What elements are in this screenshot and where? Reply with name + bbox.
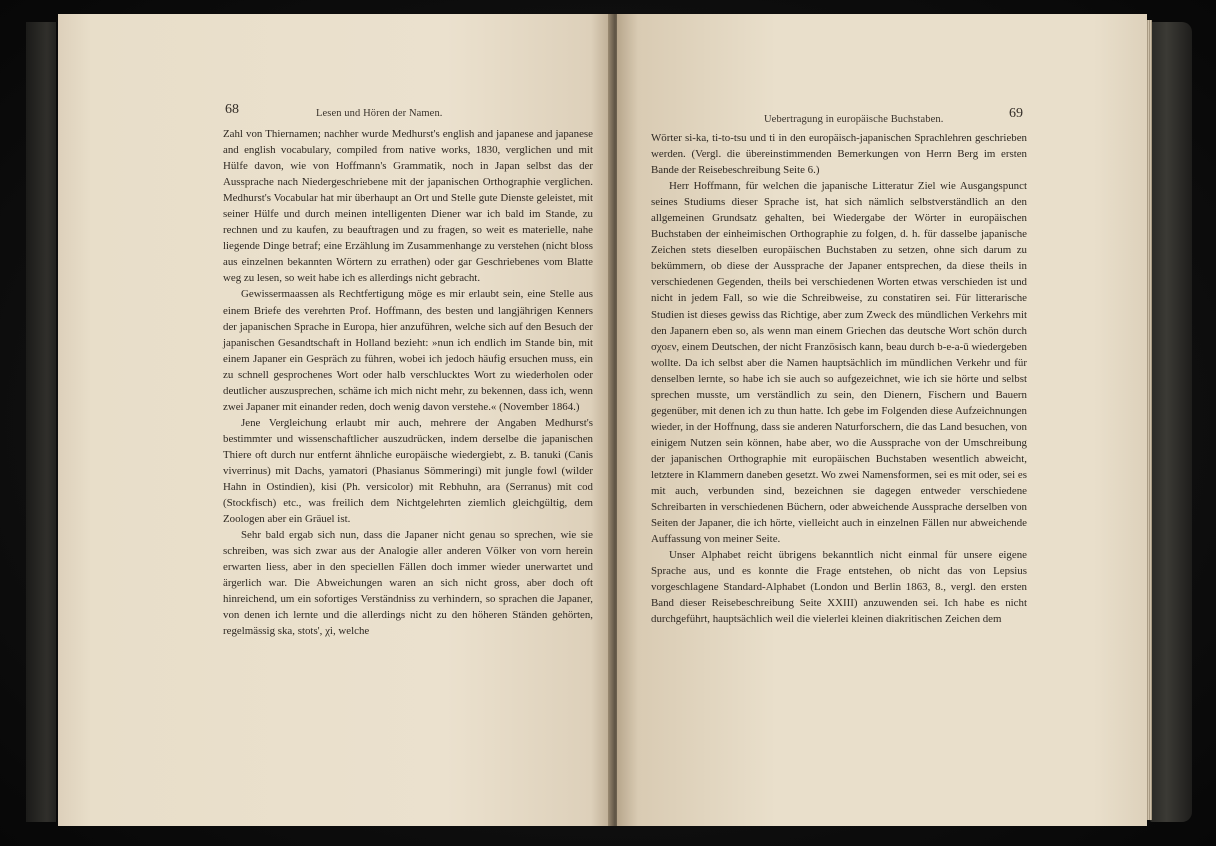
- running-head-right: Uebertragung in europäische Buchstaben.: [764, 114, 944, 125]
- left-page: [58, 14, 613, 826]
- paragraph: Unser Alphabet reicht übrigens bekanntlich nicht einmal für unsere eigene Sprache aus, und es konnte die Frage entstehen, ob nicht das von Lepsius vorgeschlagene Standard-Alphabet (London und Berlin 1863, 8., vergl. den ersten Band dieser Reisebeschreibung Seite XXIII) anzuwenden sei. Ich habe es nicht durchgeführt, hauptsächlich weil die vielerlei kleinen diakritischen Zeichen dem: [651, 549, 1027, 626]
- running-head-left: Lesen und Hören der Namen.: [316, 108, 443, 119]
- book-cover-right: [1150, 22, 1192, 822]
- paragraph: Gewissermaassen als Rechtfertigung möge es mir erlaubt sein, eine Stelle aus einem Briefe des verehrten Prof. Hoffmann, des besten und langjährigen Kenners der japanischen Sprache in Europa, hier anzuführen, welche sich auf den Besuch der japanischen Gesandtschaft in Holland bezieht: »nun ich endlich im Stande bin, mit einem Japaner ein Gespräch zu führen, wobei ich jedoch häufig ersuchen muss, ein zu schnell gesprochenes Wort oder halb verschlucktes Wort zu wiederholen oder deutlicher auszusprechen, schäme ich mich nicht mehr, zu bekennen, dass ich, wenn zwei Japaner mit einander reden, doch wenig davon verstehe.« (November 1864.): [223, 288, 593, 413]
- paragraph: Sehr bald ergab sich nun, dass die Japaner nicht genau so sprechen, wie sie schreiben, was sich zwar aus der Analogie aller anderen Völker von vorn herein erwarten liess, aber in den speciellen Fällen doch immer wieder unerwartet und ärgerlich war. Die Abweichungen waren an sich nicht gross, aber doch oft hinreichend, um ein sofortiges Verständniss zu verhindern, so sprachen die Japaner, von denen ich lernte und die allerdings nicht zu den höheren Ständen gehörten, regelmässig ska, stots', χi, welche: [223, 529, 593, 638]
- left-body-text: [223, 126, 593, 640]
- paragraph: Zahl von Thiernamen; nachher wurde Medhurst's english and japanese and japanese and english vocabulary, compiled from native works, 1830, verglichen und mit Hülfe davon, wie von Hoffmann's Grammatik, noch in Japan selbst das der Aussprache nach Niedergeschriebene mit der japanischen Orthographie verglichen. Medhurst's Vocabular hat mir überhaupt an Ort und Stelle gute Dienste geleistet, mit seiner Hülfe und durch meinen intelligenten Diener war ich bald im Stande, zu rechnen und zu kaufen, zu beauftragen und zu fragen, so weit es materielle, nahe liegende Dinge betraf; eine Erzählung im Zusammenhange zu verstehen (nicht bloss aus einzelnen bekannten Wörtern zu errathen) oder gar Geschriebenes vom Blatte weg zu lesen, so weit habe ich es allerdings nicht gebracht.: [223, 128, 593, 285]
- paragraph: Jene Vergleichung erlaubt mir auch, mehrere der Angaben Medhurst's bestimmter und wissenschaftlicher auszudrücken, indem derselbe die japanischen Thiere oft durch nur entfernt ähnliche europäische wiedergiebt, z. B. tanuki (Canis viverrinus) mit Dachs, yamatori (Phasianus Sömmeringi) mit jungle fowl (wilder Hahn in Ostindien), kisi (Ph. versicolor) mit Rebhuhn, ara (Serranus) mit cod (Stockfisch) etc., was freilich dem Nichtgelehrten ziemlich gleichgültig, dem Zoologen aber ein Gräuel ist.: [223, 416, 593, 526]
- book-cover-left: [26, 22, 56, 822]
- page-number-right: 69: [1009, 106, 1023, 121]
- paragraph: Wörter si-ka, ti-to-tsu und ti in den europäisch-japanischen Sprachlehren geschrieben werden. (Vergl. die übereinstimmenden Bemerkungen von Herrn Berg im ersten Bande der Reisebeschreibung Seite 6.): [651, 132, 1027, 177]
- right-page: [617, 14, 1147, 826]
- page-number-left: 68: [225, 102, 239, 117]
- right-body-text: [651, 130, 1027, 627]
- paragraph: Herr Hoffmann, für welchen die japanische Litteratur Ziel wie Ausgangspunct seines Studiums dieser Sprache ist, hat sich nämlich selbstverständlich an den allgemeinen Grundsatz gehalten, bei Wiedergabe der Wörter in europäischen Buchstaben der einheimischen Orthographie zu folgen, d. h. für dasselbe japanische Zeichen stets dieselben europäischen Buchstaben zu setzen, ohne sich darum zu bekümmern, ob diese der Aussprache der Japaner entsprechen, da diese theils in verschiedenen Gegenden, theils bei verschiedenen Worten etwas verschieden ist und nicht in jedem Fall, so wie die Schreibweise, zu constatiren sei. Für litterarische Studien ist dieses gewiss das Richtige, aber zum Zweck des mündlichen Verkehrs mit den Japanern eben so, als wenn man einem Griechen das deutsche Wort schön durch σχοεν, einem Deutschen, der nicht Französisch kann, beau durch b-e-a-ū wiedergeben wollte. Da ich selbst aber die Namen hauptsächlich im mündlichen Verkehr und für denselben lernte, so habe ich sie auch so aufgezeichnet, wie ich sie hörte und selbst sprechen musste, um verständlich zu sein, den Dienern, Fischern und Bauern gegenüber, mit denen ich zu thun hatte. Ich gebe im Folgenden diese Aufzeichnungen wieder, in der Hoffnung, dass sie anderen Naturforschern, die das Land besuchen, von einigem Nutzen sein können, habe aber, wo die Aussprache von der Umschreibung der japanischen Orthographie mit europäischen Buchstaben wesentlich abweicht, letztere in Klammern daneben gesetzt. Wo zwei Namensformen, sei es mit oder, sei es mit auch, verbunden sind, bezeichnen sie dagegen entweder verschiedene Schreibarten in verschiedenen Büchern, oder abweichende Aussprache derselben von Seiten der Japaner, die ich hörte, vielleicht auch in einzelnen Fällen nur abweichende Auffassung von meiner Seite.: [651, 180, 1027, 546]
